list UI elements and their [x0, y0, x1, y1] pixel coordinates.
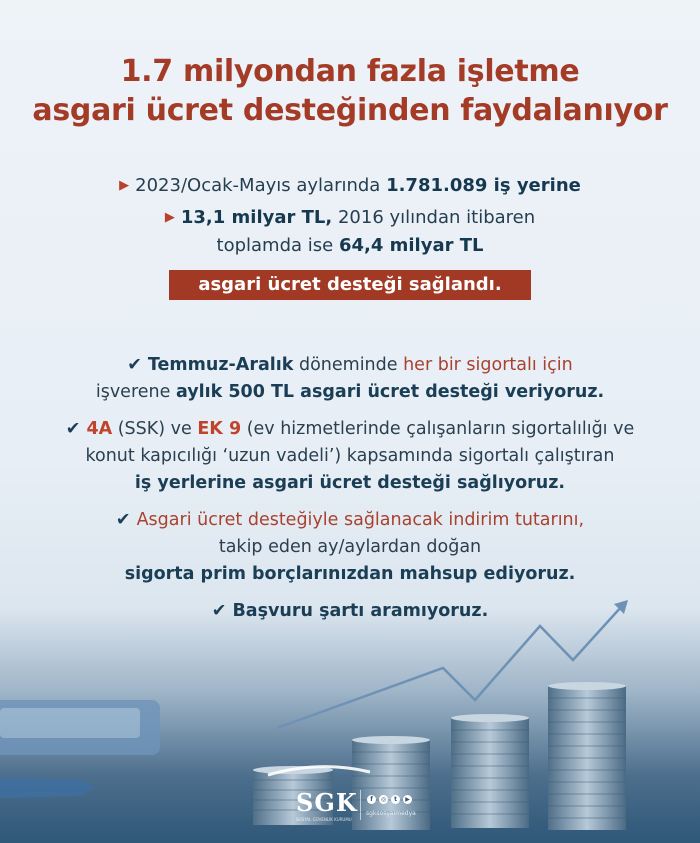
footer-divider	[360, 790, 361, 820]
headline-line-1: 1.7 milyondan fazla işletme	[120, 54, 580, 89]
twitter-icon[interactable]: t	[391, 795, 400, 804]
check-icon: ✔	[127, 355, 142, 375]
point-item: ✔ Başvuru şartı aramıyoruz.	[211, 601, 489, 621]
check-icon: ✔	[211, 601, 227, 621]
youtube-icon[interactable]: ▶	[403, 795, 412, 804]
point-item: ✔ 4A (SSK) ve EK 9 (ev hizmetlerinde çalışanların sigortalılığı ve konut kapıcılığı ‘uzun vadeli’) kapsamında sigortalı çalıştıran iş yerlerine asgari ücret desteği sağlıyoruz.	[65, 419, 635, 493]
points-list	[0, 352, 700, 635]
highlight-banner: asgari ücret desteği sağlandı.	[169, 270, 531, 300]
summary-bullet-1: ▶ 2023/Ocak-Mayıs aylarında 1.781.089 iş yerine	[119, 175, 581, 196]
point-item: ✔ Asgari ücret desteğiyle sağlanacak indirim tutarını, takip eden ay/aylardan doğan sigorta prim borçlarınızdan mahsup ediyoruz.	[115, 510, 585, 584]
headline	[0, 52, 700, 130]
social-handle: sgksosyalmedya	[366, 810, 416, 817]
sgk-logo: SGK SOSYAL GÜVENLİK KURUMU	[296, 788, 358, 822]
calculator-icon	[0, 700, 160, 755]
summary-bullet-2: ▶ 13,1 milyar TL, 2016 yılından itibaren	[164, 207, 536, 228]
summary-section	[0, 172, 700, 300]
triangle-bullet-icon: ▶	[164, 210, 175, 225]
check-icon: ✔	[65, 419, 81, 439]
point-item: ✔ Temmuz-Aralık döneminde her bir sigortalı için işverene aylık 500 TL asgari ücret desteği veriyoruz.	[95, 355, 605, 402]
coin-stack-3	[451, 718, 529, 828]
triangle-bullet-icon: ▶	[119, 178, 130, 193]
facebook-icon[interactable]: f	[367, 795, 376, 804]
instagram-icon[interactable]: ◎	[380, 796, 387, 803]
headline-line-2: asgari ücret desteğinden faydalanıyor	[32, 93, 668, 128]
pen-icon	[0, 778, 95, 798]
check-icon: ✔	[115, 510, 131, 530]
summary-bullet-2-cont: toplamda ise 64,4 milyar TL	[216, 235, 484, 256]
social-icons	[367, 795, 412, 804]
